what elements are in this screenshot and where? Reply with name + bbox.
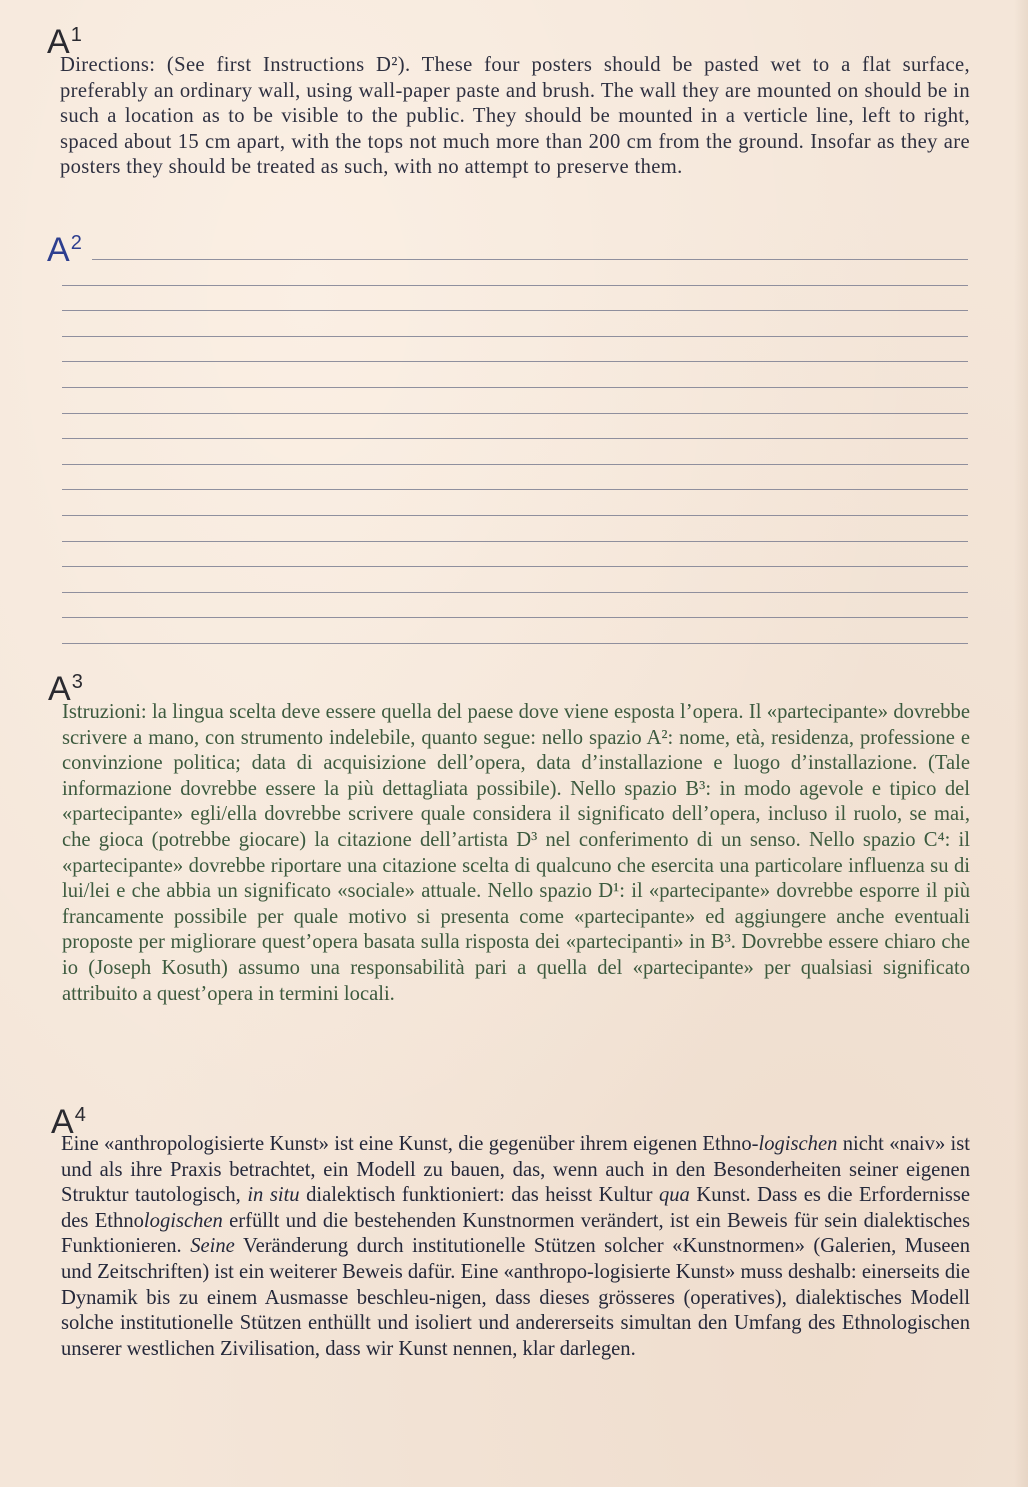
section-a1-number: 1 xyxy=(70,24,82,46)
section-a2-letter: A xyxy=(47,231,70,269)
italic-term: logischen xyxy=(758,1133,838,1155)
writing-line[interactable] xyxy=(62,464,968,465)
section-a1-letter: A xyxy=(47,23,70,61)
writing-line[interactable] xyxy=(62,413,968,414)
text-segment: nicht «naiv» ist und als ihre Praxis betrachtet, ein Modell zu bauen, das, wenn auch in den Besonderheiten seiner eigenen Struktur tautologisch, xyxy=(61,1133,970,1207)
text-segment: Veränderung durch institutionelle Stützen solcher «Kunstnormen» (Galerien, Museen und Zeitschriften) ist ein weiterer Beweis dafür. Eine «anthropo-logisierte Kunst» muss deshalb: einerseits die Dynamik bis zu einem Ausmasse beschleu-nigen, dass dieses grösseres (operatives), dialektisches Modell solche institutionelle Stützen enthüllt und isoliert und andererseits simultan den Umfang des Ethnologischen unserer westlichen Zivilisation, dass wir Kunst nennen, klar darlegen. xyxy=(61,1235,970,1360)
writing-line[interactable] xyxy=(62,643,968,644)
writing-line[interactable] xyxy=(62,336,968,337)
page-edge-shadow xyxy=(1014,0,1028,1487)
writing-line[interactable] xyxy=(62,541,968,542)
text-segment: dialektisch funktioniert: das heisst Kultur xyxy=(299,1184,659,1207)
section-a2-number: 2 xyxy=(70,232,82,254)
text-segment: Eine «anthropologisierte Kunst» ist eine Kunst, die gegenüber ihrem eigenen Ethno- xyxy=(61,1133,759,1155)
italic-term: logischen xyxy=(143,1209,223,1232)
italic-term: in situ xyxy=(247,1184,300,1207)
writing-line[interactable] xyxy=(62,592,968,593)
section-a2-writing-lines[interactable] xyxy=(62,259,968,669)
section-a3-letter: A xyxy=(48,670,71,708)
italic-term: Seine xyxy=(190,1235,235,1258)
writing-line[interactable] xyxy=(92,259,968,260)
writing-line[interactable] xyxy=(62,361,968,362)
text-segment: Kunst. Dass es die Erfordernisse des Ethno xyxy=(61,1184,970,1232)
writing-line[interactable] xyxy=(62,617,968,618)
italic-term: qua xyxy=(658,1184,690,1207)
section-a4-german-text xyxy=(61,1132,970,1362)
text-segment: erfüllt und die bestehenden Kunstnormen verändert, ist ein Beweis für sein dialektisches Funktionieren. xyxy=(61,1209,971,1258)
writing-line[interactable] xyxy=(62,387,968,388)
writing-line[interactable] xyxy=(62,566,968,567)
writing-line[interactable] xyxy=(62,438,968,439)
writing-line[interactable] xyxy=(62,285,968,286)
writing-line[interactable] xyxy=(62,489,968,490)
writing-line[interactable] xyxy=(62,310,968,311)
section-a4-number: 4 xyxy=(74,1104,86,1126)
section-a1-directions-text: Directions: (See first Instructions D²). These four posters should be pasted wet to a flat surface, preferably an ordinary wall, using wall-paper paste and brush. The wall they are mounted on should be in such a location as to be visible to the public. They should be mounted in a verticle line, left to right, spaced about 15 cm apart, with the tops not much more than 200 cm from the ground. Insofar as they are posters they should be treated as such, with no attempt to preserve them. xyxy=(60,54,970,179)
section-a3-istruzioni-text: Istruzioni: la lingua scelta deve essere quella del paese dove viene esposta l’opera. Il «partecipante» dovrebbe scrivere a mano, con strumento indelebile, quanto segue: nello spazio A²: nome, età, residenza, professione e convinzione politica; data di acquisizione dell’opera, data d’installazione e luogo d’installazione. (Tale informazione dovrebbe essere la più dettagliata possibile). Nello spazio B³: in modo agevole e tipico del «partecipante» egli/ella dovrebbe scrivere quale considera il significato dell’opera, incluso il ruolo, se mai, che gioca (potrebbe giocare) la citazione dell’artista D³ nel conferimento di un senso. Nello spazio C⁴: il «partecipante» dovrebbe riportare una citazione scelta di qualcuno che esercita una particolare influenza su di lui/lei e che abbia un significato «sociale» attuale. Nello spazio D¹: il «partecipante» dovrebbe esporre il più francamente possibile per quale motivo si presenta come «partecipante» ed aggiungere anche eventuali proposte per migliorare quest’opera basata sulla risposta dei «partecipanti» in B³. Dovrebbe essere chiaro che io (Joseph Kosuth) assumo una responsabilità pari a quella del «partecipante» per qualsiasi significato attribuito a quest’opera in termini locali. xyxy=(62,701,970,1005)
writing-line[interactable] xyxy=(62,515,968,516)
section-a3-number: 3 xyxy=(71,671,83,693)
section-a4-letter: A xyxy=(51,1103,74,1141)
